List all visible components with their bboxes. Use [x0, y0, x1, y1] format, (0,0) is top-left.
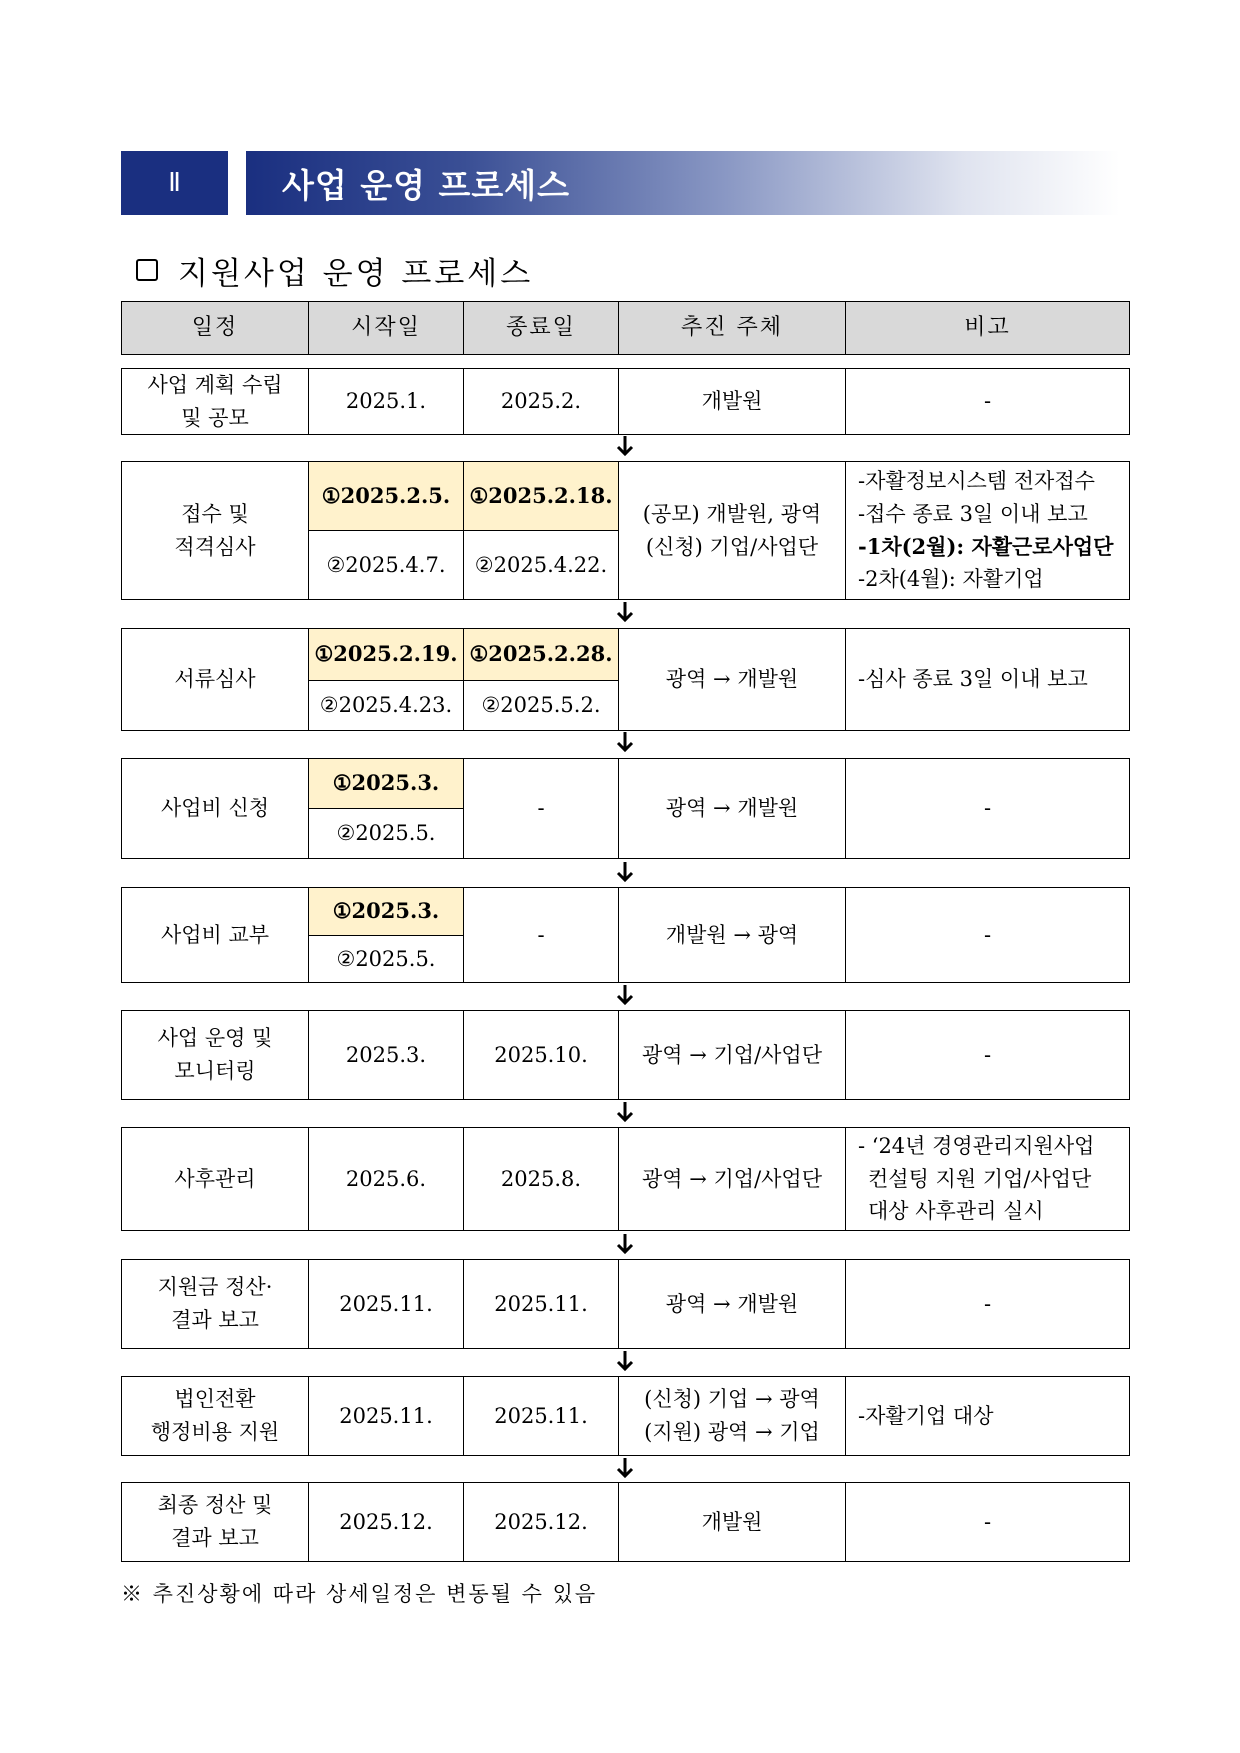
header-end: 종료일	[464, 302, 619, 355]
note-line: -	[983, 922, 992, 947]
stage-cell	[122, 1011, 309, 1100]
start-date: 2025.12.	[309, 1483, 464, 1562]
actor-cell	[619, 369, 846, 435]
header-stage: 일정	[122, 302, 309, 355]
stage-line: 서류심사	[174, 667, 256, 692]
end-date: 2025.11.	[464, 1260, 619, 1349]
stage-cell	[122, 629, 309, 731]
note-line: -	[983, 796, 992, 821]
end-date: 2025.10.	[464, 1011, 619, 1100]
stage-cell	[122, 1483, 309, 1562]
note-line: -자활정보시스템 전자접수	[858, 469, 1095, 494]
actor-line: (신청) 기업/사업단	[645, 534, 819, 559]
section-title-text: 지원사업 운영 프로세스	[178, 255, 534, 292]
process-row	[121, 1259, 1130, 1349]
stage-line: 사업 운영 및	[157, 1026, 273, 1051]
footnote: ※ 추진상황에 따라 상세일정은 변동될 수 있음	[121, 1582, 598, 1606]
arrow-down-icon	[613, 600, 637, 624]
process-row	[121, 1127, 1130, 1231]
end-date: 2025.2.	[464, 369, 619, 435]
start-date-2: ②2025.5.	[309, 936, 464, 983]
actor-cell	[619, 1260, 846, 1349]
actor-cell	[619, 629, 846, 731]
actor-cell	[619, 888, 846, 983]
arrow-down-icon	[613, 983, 637, 1007]
actor-line: 개발원	[701, 1509, 763, 1534]
note-cell	[846, 759, 1130, 859]
end-date: -	[464, 888, 619, 983]
stage-line: 사업비 교부	[160, 922, 270, 947]
stage-line: 접수 및	[181, 501, 249, 526]
actor-cell	[619, 1377, 846, 1456]
note-line: - ‘24년 경영관리지원사업	[858, 1134, 1095, 1159]
stage-line: 적격심사	[174, 534, 256, 559]
header-note: 비고	[846, 302, 1130, 355]
stage-line: 및 공모	[181, 405, 249, 430]
note-cell	[846, 1128, 1130, 1231]
actor-line: 광역 → 기업/사업단	[641, 1166, 823, 1191]
actor-line: 광역 → 개발원	[665, 667, 799, 692]
header-table	[121, 301, 1130, 355]
start-date: 2025.6.	[309, 1128, 464, 1231]
note-line: -	[983, 1042, 992, 1067]
note-line: -접수 종료 3일 이내 보고	[858, 501, 1088, 526]
actor-cell	[619, 1483, 846, 1562]
end-date-2: ②2025.5.2.	[464, 681, 619, 731]
process-row	[121, 628, 1130, 731]
end-date-2: ②2025.4.22.	[464, 531, 619, 600]
start-date: 2025.3.	[309, 1011, 464, 1100]
stage-line: 법인전환	[174, 1387, 256, 1412]
process-row	[121, 758, 1130, 859]
stage-line: 사후관리	[174, 1166, 256, 1191]
stage-line: 사업비 신청	[160, 796, 270, 821]
header-start: 시작일	[309, 302, 464, 355]
actor-line: (신청) 기업 → 광역	[644, 1387, 820, 1412]
actor-line: 광역 → 기업/사업단	[641, 1042, 823, 1067]
header-actor: 추진 주체	[619, 302, 846, 355]
stage-line: 결과 보고	[171, 1526, 259, 1550]
actor-cell	[619, 1011, 846, 1100]
arrow-down-icon	[613, 860, 637, 884]
note-cell	[846, 888, 1130, 983]
actor-cell	[619, 462, 846, 600]
process-row	[121, 887, 1130, 983]
actor-line: (지원) 광역 → 기업	[644, 1420, 820, 1444]
end-date: 2025.8.	[464, 1128, 619, 1231]
note-cell	[846, 629, 1130, 731]
end-date: 2025.11.	[464, 1377, 619, 1456]
start-date-2: ②2025.4.7.	[309, 531, 464, 600]
start-date-2: ②2025.5.	[309, 809, 464, 859]
note-cell	[846, 369, 1130, 435]
stage-line: 사업 계획 수립	[147, 373, 283, 397]
stage-cell	[122, 759, 309, 859]
actor-line: 개발원 → 광역	[665, 922, 799, 947]
arrow-down-icon	[613, 434, 637, 458]
stage-line: 행정비용 지원	[150, 1420, 280, 1444]
start-date-1: ①2025.3.	[309, 888, 464, 936]
stage-cell	[122, 462, 309, 600]
start-date: 2025.11.	[309, 1377, 464, 1456]
end-date: 2025.12.	[464, 1483, 619, 1562]
note-line: -2차(4월): 자활기업	[858, 567, 1044, 592]
arrow-down-icon	[613, 1456, 637, 1480]
stage-cell	[122, 1377, 309, 1456]
section-title	[136, 248, 533, 292]
arrow-down-icon	[613, 1349, 637, 1373]
process-row	[121, 368, 1130, 435]
note-cell	[846, 462, 1130, 600]
arrow-down-icon	[613, 730, 637, 754]
note-cell	[846, 1377, 1130, 1456]
stage-cell	[122, 369, 309, 435]
chapter-number: Ⅱ	[121, 151, 228, 215]
note-cell	[846, 1011, 1130, 1100]
actor-line: 광역 → 개발원	[665, 1291, 799, 1316]
stage-line: 최종 정산 및	[157, 1493, 273, 1518]
actor-line: 개발원	[701, 389, 763, 414]
arrow-down-icon	[613, 1232, 637, 1256]
actor-line: (공모) 개발원, 광역	[642, 501, 822, 526]
note-line: -	[983, 1509, 992, 1534]
process-row	[121, 1482, 1130, 1562]
stage-cell	[122, 1260, 309, 1349]
start-date-2: ②2025.4.23.	[309, 681, 464, 731]
note-cell	[846, 1260, 1130, 1349]
end-date: -	[464, 759, 619, 859]
stage-cell	[122, 888, 309, 983]
end-date-1: ①2025.2.18.	[464, 462, 619, 531]
start-date-1: ①2025.2.5.	[309, 462, 464, 531]
start-date: 2025.11.	[309, 1260, 464, 1349]
arrow-down-icon	[613, 1100, 637, 1124]
actor-cell	[619, 1128, 846, 1231]
note-line: -심사 종료 3일 이내 보고	[858, 667, 1088, 692]
process-row	[121, 1376, 1130, 1456]
end-date-1: ①2025.2.28.	[464, 629, 619, 681]
note-cell	[846, 1483, 1130, 1562]
process-row	[121, 461, 1130, 600]
chapter-header	[246, 151, 1120, 215]
start-date-1: ①2025.3.	[309, 759, 464, 809]
checkbox-icon	[136, 259, 158, 281]
start-date-1: ①2025.2.19.	[309, 629, 464, 681]
note-line: -	[983, 389, 992, 414]
note-line: -1차(2월): 자활근로사업단	[858, 533, 1114, 559]
chapter-title: 사업 운영 프로세스	[282, 165, 571, 205]
start-date: 2025.1.	[309, 369, 464, 435]
actor-line: 광역 → 개발원	[665, 796, 799, 821]
note-line: 대상 사후관리 실시	[868, 1199, 1044, 1224]
note-line: -자활기업 대상	[858, 1403, 994, 1428]
process-row	[121, 1010, 1130, 1100]
note-line: -	[983, 1291, 992, 1316]
stage-cell	[122, 1128, 309, 1231]
note-line: 컨설팅 지원 기업/사업단	[868, 1166, 1092, 1191]
stage-line: 모니터링	[174, 1059, 256, 1083]
stage-line: 결과 보고	[171, 1308, 259, 1332]
actor-cell	[619, 759, 846, 859]
stage-line: 지원금 정산·	[157, 1275, 273, 1300]
